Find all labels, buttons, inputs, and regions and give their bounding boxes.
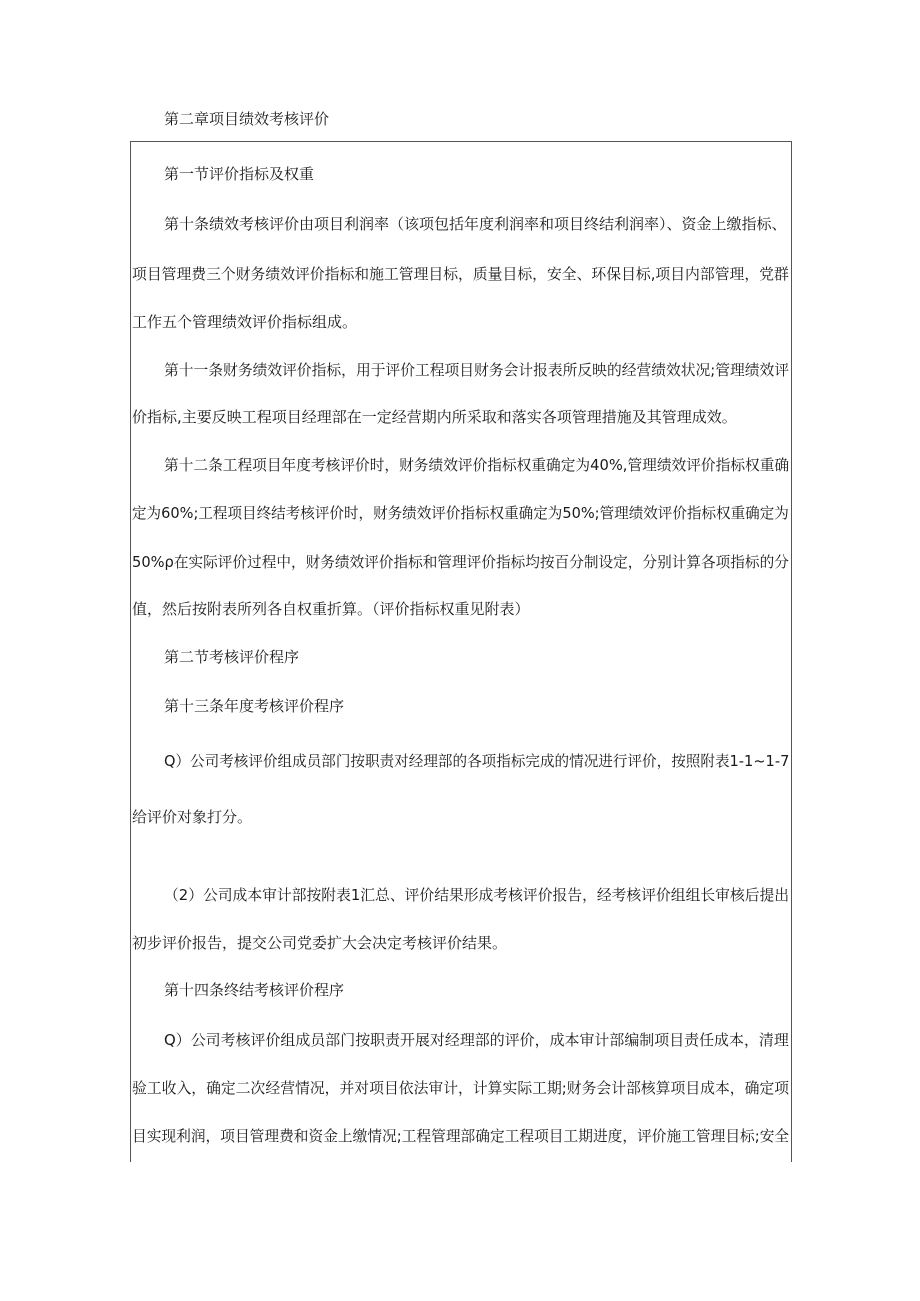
paragraph-line: 给评价对象打分。 — [132, 808, 253, 826]
section-heading-1: 第一节评价指标及权重 — [164, 165, 315, 183]
paragraph-line: 项目管理费三个财务绩效评价指标和施工管理目标，质量目标，安全、环保目标,项目内部管理，党群 — [132, 265, 789, 283]
paragraph-line: 工作五个管理绩效评价指标组成。 — [132, 313, 358, 331]
paragraph-line: 验工收入，确定二次经营情况，并对项目依法审计，计算实际工期;财务会计部核算项目成本，确定项 — [132, 1079, 790, 1097]
paragraph-line: 值，然后按附表所列各自权重折算。（评价指标权重见附表） — [132, 600, 530, 618]
paragraph-line: 第十条绩效考核评价由项目利润率（该项包括年度利润率和项目终结利润率）、资金上缴指标、 — [164, 215, 787, 233]
paragraph-line: （2）公司成本审计部按附表1汇总、评价结果形成考核评价报告，经考核评价组组长审核后提出 — [164, 886, 790, 904]
article-heading: 第十四条终结考核评价程序 — [164, 981, 345, 999]
paragraph-line: 第十一条财务绩效评价指标，用于评价工程项目财务会计报表所反映的经营绩效状况;管理绩效评 — [164, 361, 790, 379]
article-heading: 第十三条年度考核评价程序 — [164, 697, 345, 715]
paragraph-line: 50%ρ在实际评价过程中，财务绩效评价指标和管理评价指标均按百分制设定，分别计算各项指标的分 — [132, 553, 789, 571]
paragraph-line: 价指标,主要反映工程项目经理部在一定经营期内所采取和落实各项管理措施及其管理成效。 — [132, 408, 737, 426]
paragraph-line: 初步评价报告，提交公司党委扩大会决定考核评价结果。 — [132, 934, 508, 952]
paragraph-line: 定为60%;工程项目终结考核评价时，财务绩效评价指标权重确定为50%;管理绩效评价指标权重确定为 — [132, 504, 789, 522]
section-heading-2: 第二节考核评价程序 — [164, 648, 300, 666]
paragraph-line: Q）公司考核评价组成员部门按职责开展对经理部的评价，成本审计部编制项目责任成本，清理 — [164, 1031, 789, 1049]
chapter-title: 第二章项目绩效考核评价 — [164, 110, 330, 128]
paragraph-line: 目实现利润，项目管理费和资金上缴情况;工程管理部确定工程项目工期进度，评价施工管理目标;安全 — [132, 1127, 790, 1145]
paragraph-line: 第十二条工程项目年度考核评价时，财务绩效评价指标权重确定为40%,管理绩效评价指标权重确 — [164, 456, 790, 474]
paragraph-line: Q）公司考核评价组成员部门按职责对经理部的各项指标完成的情况进行评价，按照附表1-1~1-7 — [164, 752, 790, 770]
